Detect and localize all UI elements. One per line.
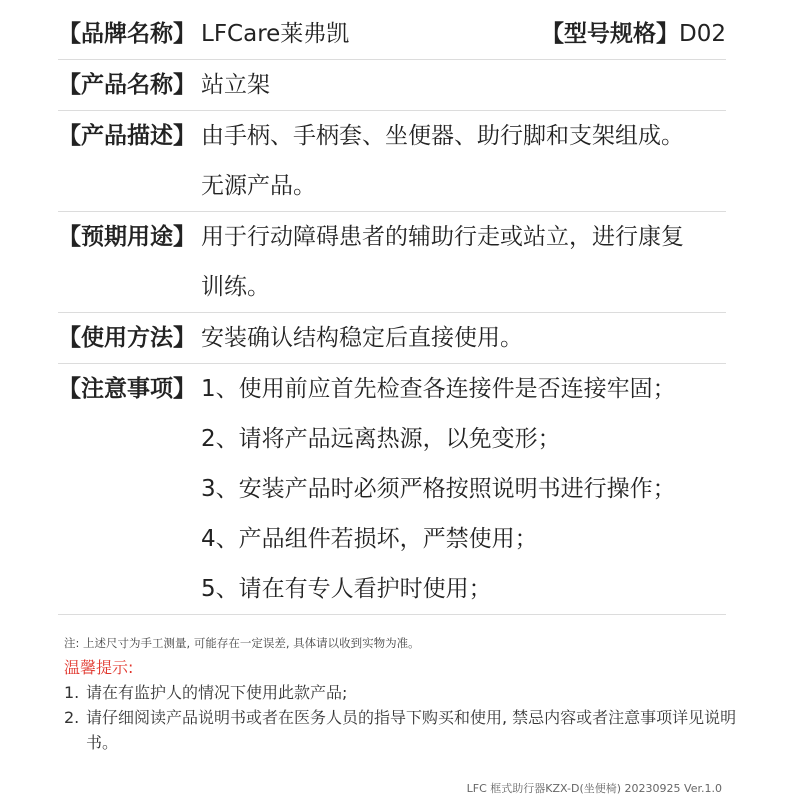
caution-item: 5、请在有专人看护时使用； (201, 576, 492, 602)
tip-number: 2. (64, 708, 80, 727)
caution-item: 2、请将产品远离热源，以免变形； (201, 426, 561, 452)
usage-label: 【使用方法】 (58, 325, 196, 351)
tip-number: 1. (64, 683, 80, 702)
tips-title: 温馨提示: (64, 658, 134, 677)
intended-use-line: 用于行动障碍患者的辅助行走或站立，进行康复 (201, 224, 684, 250)
spec-row-intended-use (58, 212, 726, 313)
intended-use-line: 训练。 (201, 274, 270, 300)
footer-version: LFC 框式助行器KZX-D(坐便椅) 20230925 Ver.1.0 (466, 782, 722, 795)
spec-row-description (58, 111, 726, 212)
description-label: 【产品描述】 (58, 123, 196, 149)
spec-row-product-name (58, 60, 726, 111)
cautions-value (201, 364, 726, 614)
cautions-label: 【注意事项】 (58, 376, 196, 402)
tip-item (64, 705, 754, 755)
product-name-value: 站立架 (201, 72, 270, 98)
intended-use-label: 【预期用途】 (58, 224, 196, 250)
intended-use-value (201, 212, 726, 312)
description-line: 由手柄、手柄套、坐便器、助行脚和支架组成。 (201, 123, 684, 149)
spec-row-brand (58, 9, 726, 60)
spec-row-cautions (58, 364, 726, 615)
tip-text: 请仔细阅读产品说明书或者在医务人员的指导下购买和使用, 禁忌内容或者注意事项详见说明书。 (86, 708, 737, 752)
notes-section (64, 630, 754, 755)
description-line: 无源产品。 (201, 173, 316, 199)
description-value (201, 111, 726, 211)
brand-label: 【品牌名称】 (58, 21, 196, 47)
tip-text: 请在有监护人的情况下使用此款产品; (86, 683, 348, 702)
measurement-note: 注: 上述尺寸为手工测量, 可能存在一定误差, 具体请以收到实物为准。 (64, 636, 420, 650)
product-name-label: 【产品名称】 (58, 72, 196, 98)
caution-item: 3、安装产品时必须严格按照说明书进行操作； (201, 476, 676, 502)
caution-item: 4、产品组件若损坏，严禁使用； (201, 526, 538, 552)
spec-row-usage (58, 313, 726, 364)
model-label: 【型号规格】 (541, 21, 680, 47)
caution-item: 1、使用前应首先检查各连接件是否连接牢固； (201, 376, 676, 402)
usage-value: 安装确认结构稳定后直接使用。 (201, 325, 523, 351)
tip-item (64, 680, 754, 705)
brand-value: LFCare莱弗凯 (201, 21, 350, 47)
spec-table (58, 9, 726, 615)
model-value: D02 (679, 21, 726, 47)
spec-model (541, 9, 726, 59)
